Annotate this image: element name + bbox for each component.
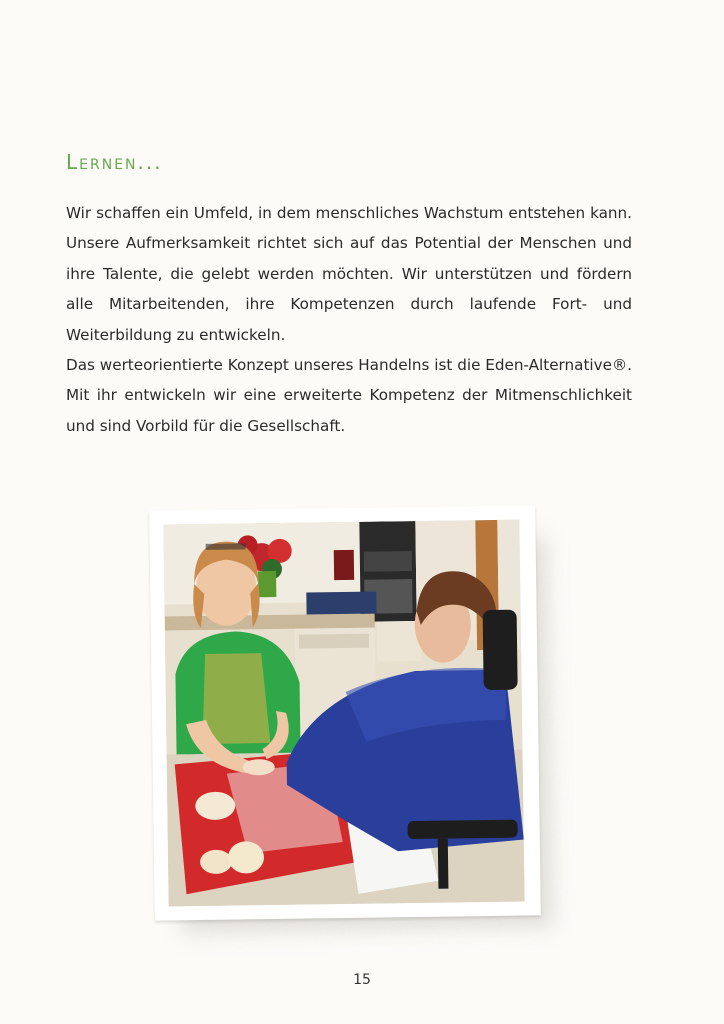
photo-illustration bbox=[163, 520, 524, 907]
paragraph-1: Wir schaffen ein Umfeld, in dem menschliches Wachstum entstehen kann. Unsere Aufmerksamkeit richtet sich auf das Potential der Menschen und ihre Talente, die gelebt werden möchten. Wir unterstützen und fördern alle Mitarbeitenden, ihre Kompetenzen durch laufende Fort- und Weiterbildung zu entwickeln. bbox=[66, 204, 632, 344]
photo-kitchen-baking bbox=[163, 520, 524, 907]
photo-frame bbox=[149, 505, 541, 920]
body-text bbox=[66, 198, 632, 441]
section-heading: Lernen... bbox=[66, 150, 163, 174]
page-number: 15 bbox=[353, 972, 371, 988]
paragraph-2: Das werteorientierte Konzept unseres Handelns ist die Eden-Alternative®. Mit ihr entwickeln wir eine erweiterte Kompetenz der Mitmenschlichkeit und sind Vorbild für die Gesellschaft. bbox=[66, 356, 632, 435]
